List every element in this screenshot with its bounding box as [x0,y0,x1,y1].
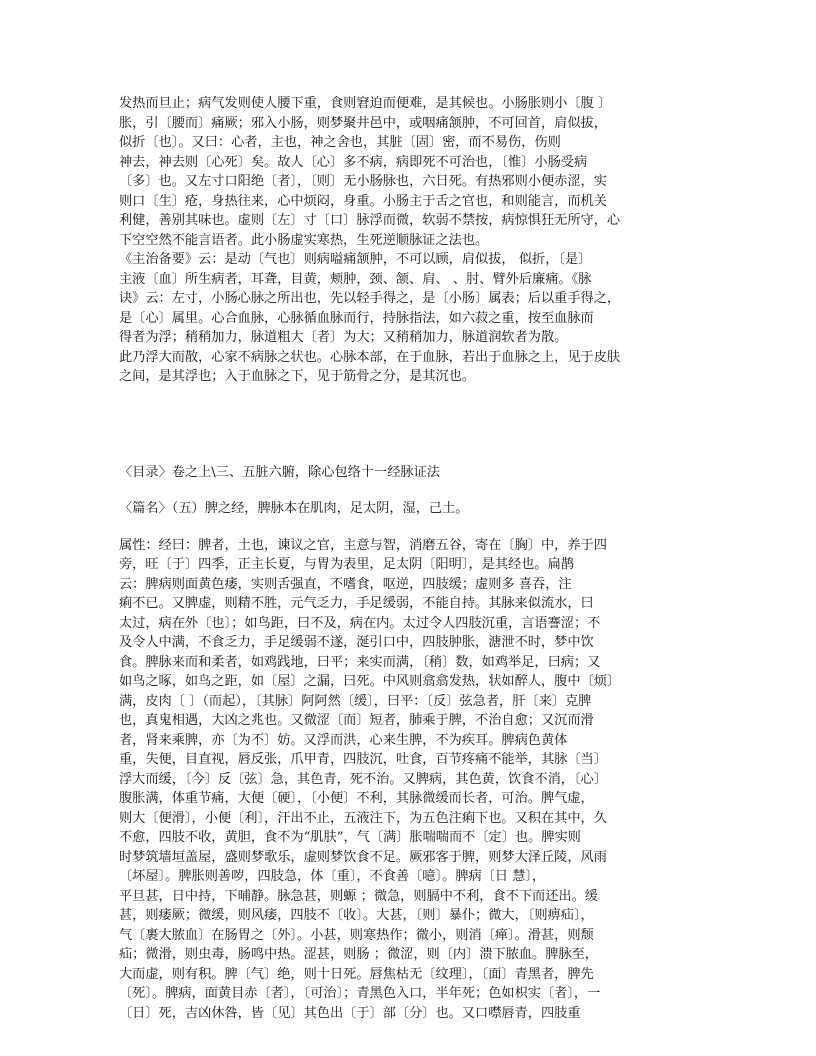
text-line: 胀，引〔腰而〕痛厥；邪入小肠，则梦聚井邑中，或咽痛颔肿，不可回首，肩似拔， [119,115,607,131]
text-line: 腹胀满，体重节痛，大便〔硬〕，〔小便〕不利，其脉微缓而长者，可治。脾气虚， [119,791,594,806]
text-line: 主液〔血〕所生病者，耳聋，目黄，颊肿，颈、颔、肩、 、肘、臂外后廉痛。《脉 [119,271,592,287]
text-line: 不愈，四肢不收，黄胆，食不为“肌肤”，气〔满〕胀喘喘而不〔定〕也。脾实则 [119,830,581,845]
text-line: 食。脾脉来而和柔者，如鸡践地，曰平；来实而满，〔稍〕数，如鸡举足，曰病；又 [119,654,601,670]
text-line: 疝；微滑，则虫毒，肠鸣中热。涩甚，则肠 ；微涩，则〔内〕溃下脓血。脾脉至， [119,947,598,962]
text-line: 属性：经曰：脾者，土也，谏议之官，主意与智，消磨五谷，寄在〔胸〕中，养于四 [119,537,607,553]
text-line: 气〔裹大脓血〕在肠胃之〔外〕。小甚，则寒热作；微小，则消〔瘅〕。滑甚，则颓 [119,927,594,943]
text-block-spleen [119,536,701,1024]
text-line: 浮大而缓，〔今〕反〔弦〕急，其色青，死不治。又脾病，其色黄，饮食不消，〔心〕 [119,771,607,787]
text-line: 〔多〕也。又左寸口阳绝〔者〕，〔则〕无小肠脉也，六日死。有热邪则小便赤涩，实 [119,174,607,189]
text-line: 时梦筑墙垣盖屋，盛则梦歌乐，虚则梦饮食不足。厥邪客于脾，则梦大泽丘陵，风雨 [119,849,607,865]
text-line: 诀》云：左寸，小肠心脉之所出也，先以轻手得之，是〔小肠〕属表；后以重手得之， [119,291,621,306]
text-line: 满，皮肉〔 〕（而起），〔其脉〕阿阿然〔缓〕，曰平：〔反〕弦急者，肝〔来〕克脾 [119,693,592,709]
chapter-heading: 〈篇名〉（五）脾之经，脾脉本在肌肉，足太阴，湿，己土。 [119,501,469,516]
heading-gap [119,519,701,536]
text-line: 似折〔也〕。又曰：心者，主也，神之舍也，其脏〔固〕密，而不易伤，伤则 [119,135,561,150]
section-gap [119,387,701,463]
catalog-heading: 〈目录〉卷之上\三、五脏六腑，除心包络十一经脉证法 [119,464,440,480]
text-line: 旁，旺〔于〕四季，正主长夏，与胃为表里，足太阴〔阳明〕，是其经也。扁鹊 [119,557,574,572]
text-line: 平旦甚，日中持，下晡静。脉急甚，则螈 ；微急，则膈中不利，食不下而还出。缓 [119,888,598,904]
text-line: 痢不已。又脾虚，则精不胜，元气乏力，手足缓弱，不能自持。其脉来似流水，曰 [119,596,594,611]
text-line: 发热而旦止；病气发则使人腰下重，食则窘迫而便难，是其候也。小肠胀则小〔腹 〕 [119,96,612,111]
text-line: 如鸟之啄，如鸟之距，如〔屋〕之漏，曰死。中风则翕翕发热，状如醉人，腹中〔烦〕 [119,674,621,689]
text-line: 太过，病在外〔也〕；如鸟距，曰不及，病在内。太过令人四肢沉重，言语謇涩；不 [119,615,601,631]
text-line: 利健，善别其味也。虚则〔左〕寸〔口〕脉浮而微，软弱不禁按，病惊惧狂无所守，心 [119,213,621,228]
text-block-small-intestine [119,94,701,387]
text-line: 及令人中满，不食乏力，手足缓弱不遂，涎引口中，四肢肿胀，溏泄不时，梦中饮 [119,635,594,650]
text-line: 之间，是其浮也；入于血脉之下，见于筋骨之分，是其沉也。 [119,369,476,384]
text-line: 下空空然不能言语者。此小肠虚实寒热，生死逆顺脉证之法也。 [119,232,489,248]
heading-gap [119,482,701,499]
text-line: 则口〔生〕疮，身热往来，心中烦闷，身重。小肠主于舌之官也，和则能言，而机关 [119,193,607,209]
text-line: 重，失便，目直视，唇反张，爪甲青，四肢沉，吐食，百节疼痛不能举，其脉〔当〕 [119,752,607,767]
text-line: 此乃浮大而散，心家不病脉之状也。心脉本部，在于血脉，若出于血脉之上，见于皮肤 [119,349,621,365]
text-line: 《主治备要》云：是动〔气也〕则病嗌痛颔肿，不可以顾，肩似拔， 似折，〔是〕 [119,252,592,267]
text-line: 云：脾病则面黄色痿，实则舌强直，不嗜食，呕逆，四肢缓；虚则多 喜吞，注 [119,576,572,592]
text-line: 得者为浮；稍稍加力，脉道粗大〔者〕为大；又稍稍加力，脉道润软者为散。 [119,330,568,345]
text-line: 〔死〕。脾病，面黄目赤〔者〕，〔可治〕；青黑色入口，半年死；色如枳实〔者〕，一 [119,986,601,1001]
text-line: 神去，神去则〔心死〕矣。故人〔心〕多不病，病即死不可治也，〔惟〕小肠受病 [119,154,588,170]
text-line: 〔日〕死，吉凶休咎，皆〔见〕其色出〔于〕部〔分〕也。又口噤唇青，四肢重 [119,1005,581,1021]
text-line: 者，肾来乘脾，亦〔为不〕妨。又浮而洪，心来生脾，不为疾耳。脾病色黄体 [119,732,568,748]
text-line: 也，真鬼相遇，大凶之兆也。又微涩〔而〕短者，肺乘于脾，不治自愈；又沉而滑 [119,713,594,728]
text-line: 〔坏屋〕。脾胀则善哕，四肢急，体〔重〕，不食善〔噫〕。脾病〔日 慧〕， [119,869,546,884]
text-line: 甚，则痿厥；微缓，则风痿，四肢不〔收〕。大甚，〔则〕暴仆；微大，〔则痹疝〕， [119,908,594,923]
document-page [119,94,701,1023]
text-line: 是〔心〕属里。心合血脉，心脉循血脉而行，持脉指法，如六菽之重，按至血脉而 [119,310,594,326]
text-line: 则大〔便滑〕，小便〔利〕，汗出不止，五液注下，为五色注痢下也。又积在其中，久 [119,810,607,826]
text-line: 大而虚，则有积。脾〔气〕绝，则十日死。唇焦枯无〔纹理〕，〔面〕青黑者，脾先 [119,966,594,982]
